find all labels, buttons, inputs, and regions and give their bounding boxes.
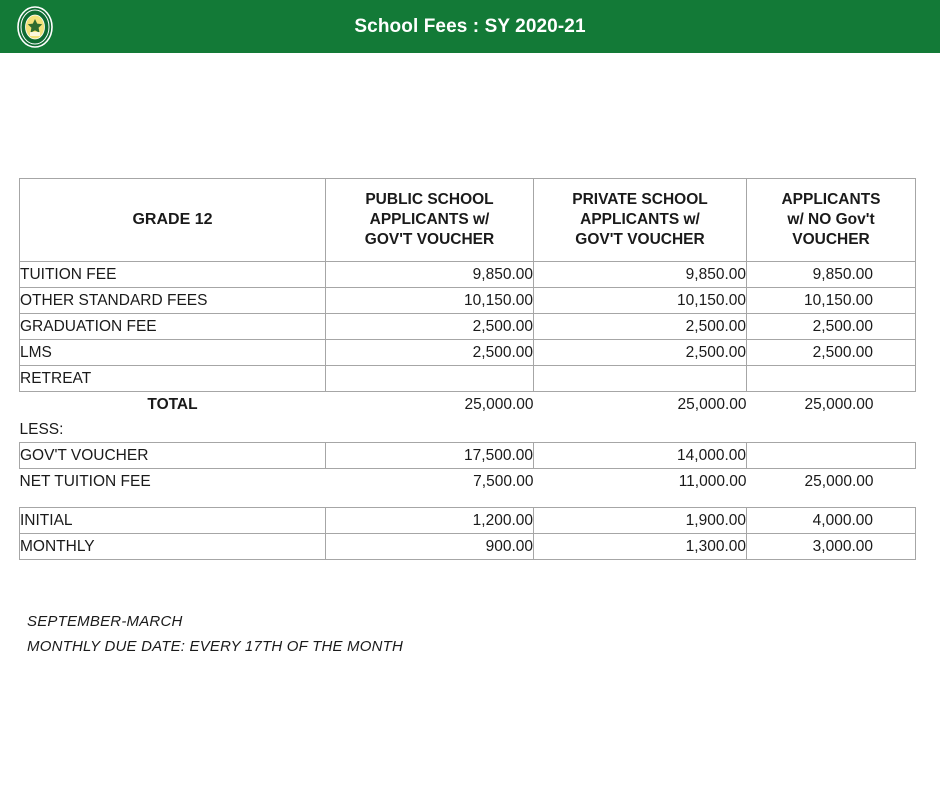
column-header-novoucher-line1: APPLICANTS bbox=[781, 191, 881, 209]
table-row bbox=[20, 314, 916, 340]
table-row bbox=[20, 534, 916, 560]
table-row bbox=[20, 340, 916, 366]
less-label: LESS: bbox=[19, 420, 64, 438]
payment-label: MONTHLY bbox=[20, 534, 326, 560]
voucher-value-novoucher bbox=[747, 443, 916, 469]
spacer-cell bbox=[534, 494, 747, 508]
total-value-private: 25,000.00 bbox=[677, 395, 747, 413]
row-value-novoucher: 2,500.00 bbox=[747, 340, 916, 366]
voucher-value-public: 17,500.00 bbox=[326, 443, 534, 469]
payment-value-public: 900.00 bbox=[326, 534, 534, 560]
row-value-public bbox=[326, 366, 534, 392]
table-row bbox=[20, 262, 916, 288]
school-fees-table bbox=[19, 178, 916, 560]
app-header bbox=[0, 0, 940, 53]
column-header-public bbox=[326, 179, 534, 262]
row-value-public: 10,150.00 bbox=[326, 288, 534, 314]
total-value-public: 25,000.00 bbox=[464, 395, 534, 413]
table-row bbox=[20, 288, 916, 314]
column-header-grade: GRADE 12 bbox=[20, 179, 326, 262]
table-row bbox=[20, 366, 916, 392]
column-header-private-line3: GOV'T VOUCHER bbox=[575, 230, 705, 248]
row-label: OTHER STANDARD FEES bbox=[20, 288, 326, 314]
row-label: LMS bbox=[20, 340, 326, 366]
total-label: TOTAL bbox=[147, 395, 198, 413]
net-value-novoucher: 25,000.00 bbox=[804, 472, 874, 490]
column-header-novoucher-line2: w/ NO Gov't bbox=[787, 211, 875, 229]
column-header-novoucher-line3: VOUCHER bbox=[792, 230, 870, 248]
row-value-private: 9,850.00 bbox=[534, 262, 747, 288]
row-value-novoucher: 9,850.00 bbox=[747, 262, 916, 288]
row-value-novoucher: 10,150.00 bbox=[747, 288, 916, 314]
spacer-cell bbox=[326, 494, 534, 508]
row-value-public: 9,850.00 bbox=[326, 262, 534, 288]
payment-value-novoucher: 4,000.00 bbox=[747, 508, 916, 534]
footnote-term: SEPTEMBER-MARCH bbox=[27, 613, 183, 630]
payment-value-novoucher: 3,000.00 bbox=[747, 534, 916, 560]
column-header-novoucher bbox=[747, 179, 916, 262]
row-label: RETREAT bbox=[20, 366, 326, 392]
fees-sheet bbox=[0, 53, 940, 788]
net-label: NET TUITION FEE bbox=[19, 472, 151, 490]
less-spacer-private bbox=[534, 417, 747, 443]
net-tuition-row bbox=[20, 469, 916, 495]
column-header-public-line3: GOV'T VOUCHER bbox=[364, 230, 495, 248]
column-header-public-line2: APPLICANTS w/ bbox=[369, 211, 490, 229]
payment-label: INITIAL bbox=[20, 508, 326, 534]
voucher-row bbox=[20, 443, 916, 469]
payment-value-public: 1,200.00 bbox=[326, 508, 534, 534]
row-value-novoucher bbox=[747, 366, 916, 392]
row-label: TUITION FEE bbox=[20, 262, 326, 288]
row-value-public: 2,500.00 bbox=[326, 314, 534, 340]
column-header-private bbox=[534, 179, 747, 262]
row-value-private: 10,150.00 bbox=[534, 288, 747, 314]
less-row bbox=[20, 417, 916, 443]
spacer-cell bbox=[20, 494, 326, 508]
spacer-cell bbox=[747, 494, 916, 508]
table-header-row bbox=[20, 179, 916, 262]
voucher-value-private: 14,000.00 bbox=[534, 443, 747, 469]
table-row bbox=[20, 508, 916, 534]
row-value-private: 2,500.00 bbox=[534, 314, 747, 340]
less-spacer-novoucher bbox=[747, 417, 916, 443]
footnote-due-date: MONTHLY DUE DATE: EVERY 17TH OF THE MONTH bbox=[27, 638, 404, 655]
total-value-novoucher: 25,000.00 bbox=[804, 395, 874, 413]
column-header-public-line1: PUBLIC SCHOOL bbox=[365, 191, 494, 209]
section-spacer bbox=[20, 494, 916, 508]
column-header-private-line1: PRIVATE SCHOOL bbox=[572, 191, 708, 209]
row-label: GRADUATION FEE bbox=[20, 314, 326, 340]
voucher-label: GOV'T VOUCHER bbox=[20, 443, 326, 469]
column-header-private-line2: APPLICANTS w/ bbox=[580, 211, 700, 229]
net-value-private: 11,000.00 bbox=[678, 472, 747, 490]
row-value-private: 2,500.00 bbox=[534, 340, 747, 366]
table-total-row bbox=[20, 392, 916, 418]
less-spacer-public bbox=[326, 417, 534, 443]
row-value-novoucher: 2,500.00 bbox=[747, 314, 916, 340]
payment-value-private: 1,300.00 bbox=[534, 534, 747, 560]
school-seal-icon bbox=[12, 4, 58, 50]
row-value-public: 2,500.00 bbox=[326, 340, 534, 366]
net-value-public: 7,500.00 bbox=[473, 472, 534, 490]
page-title: School Fees : SY 2020-21 bbox=[354, 16, 586, 37]
payment-value-private: 1,900.00 bbox=[534, 508, 747, 534]
row-value-private bbox=[534, 366, 747, 392]
